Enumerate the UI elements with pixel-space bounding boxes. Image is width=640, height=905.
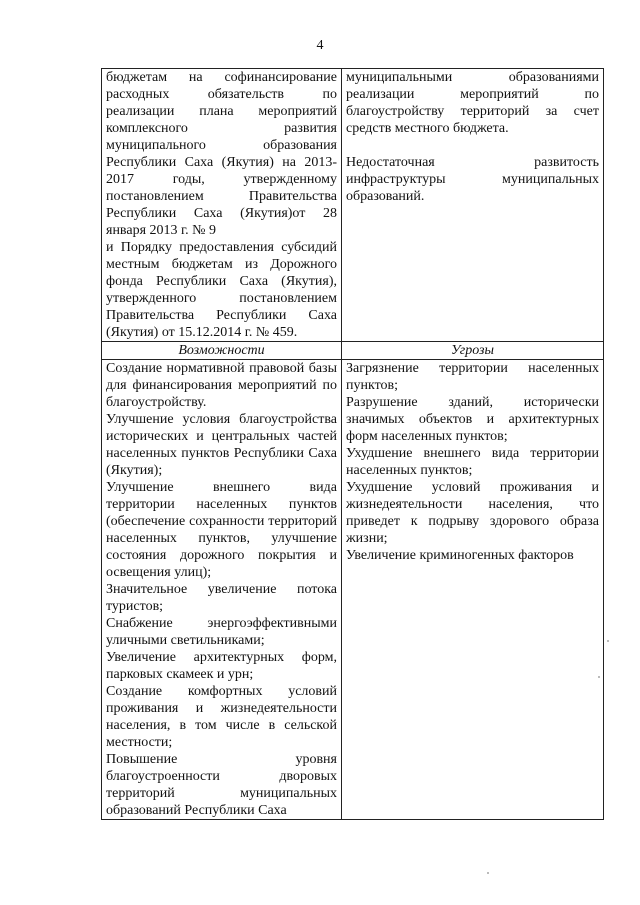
swot-table <box>101 68 604 820</box>
scan-speck <box>598 676 600 678</box>
cell-paragraph: бюджетам на софинансирование расходных обязательств по реализации плана мероприятий комплексного развития муниципального образования Республики Саха (Якутия) на 2013-2017 годы, утвержденному постановлением Правительства Республики Саха (Якутия)от 28 января 2013 г. № 9 <box>106 70 337 238</box>
page-number: 4 <box>316 38 324 53</box>
table-row <box>102 360 604 820</box>
list-item: Создание комфортных условий проживания и жизнедеятельности населения, в том числе в сельской местности; <box>106 684 337 750</box>
list-item: Ухудшение внешнего вида территории населенных пунктов; <box>346 446 599 478</box>
weaknesses-right-cell <box>342 69 604 342</box>
list-item: Ухудшение условий проживания и жизнедеятельности населения, что приведет к подрыву здорового образа жизни; <box>346 480 599 546</box>
list-item: Повышение уровня благоустроенности дворовых территорий муниципальных образований Республики Саха <box>106 752 337 818</box>
list-item: Увеличение архитектурных форм, парковых скамеек и урн; <box>106 650 337 682</box>
list-item: Увеличение криминогенных факторов <box>346 548 574 563</box>
table-header-row <box>102 342 604 360</box>
weaknesses-left-cell <box>102 69 342 342</box>
list-item: Загрязнение территории населенных пунктов; <box>346 361 599 393</box>
scan-speck <box>607 640 609 642</box>
scan-speck <box>487 872 489 874</box>
header-threats: Угрозы <box>342 342 604 360</box>
header-opportunities: Возможности <box>102 342 342 360</box>
cell-paragraph: Недостаточная развитость инфраструктуры муниципальных образований. <box>346 155 599 204</box>
list-item: Улучшение условия благоустройства исторических и центральных частей населенных пунктов Республики Саха (Якутия); <box>106 412 337 478</box>
list-item: Улучшение внешнего вида территории населенных пунктов (обеспечение сохранности территорий населенных пунктов, улучшение состояния дорожного покрытия и освещения улиц); <box>106 480 337 580</box>
cell-paragraph: муниципальными образованиями реализации мероприятий по благоустройству территорий за счет средств местного бюджета. <box>346 70 599 136</box>
table-row <box>102 69 604 342</box>
cell-paragraph: и Порядку предоставления субсидий местным бюджетам из Дорожного фонда Республики Саха (Якутия), утвержденного постановлением Правительства Республики Саха (Якутия) от 15.12.2014 г. № 459. <box>106 240 337 340</box>
list-item: Значительное увеличение потока туристов; <box>106 582 337 614</box>
opportunities-cell <box>102 360 342 820</box>
threats-cell <box>342 360 604 820</box>
list-item: Создание нормативной правовой базы для финансирования мероприятий по благоустройству. <box>106 361 337 410</box>
list-item: Снабжение энергоэффективными уличными светильниками; <box>106 616 337 648</box>
list-item: Разрушение зданий, исторически значимых объектов и архитектурных форм населенных пунктов; <box>346 395 599 444</box>
